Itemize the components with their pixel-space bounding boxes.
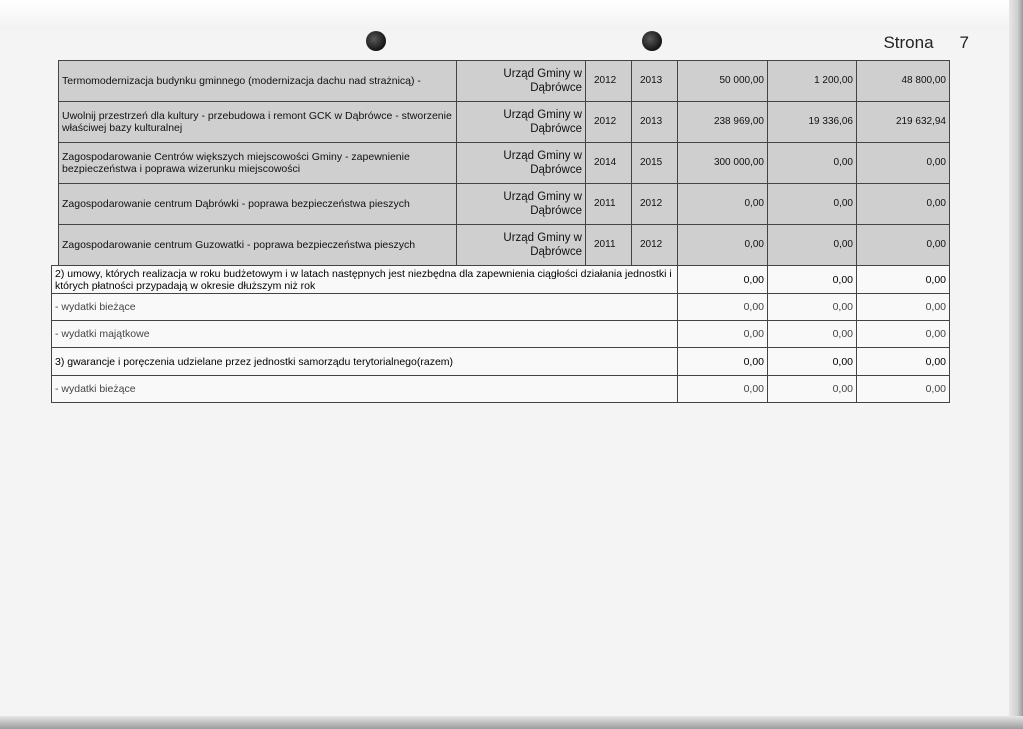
summary-label-cell: - wydatki bieżące	[52, 294, 678, 321]
year-from-cell: 2012	[586, 102, 632, 143]
unit-name-cell: Urząd Gminy w Dąbrówce	[457, 143, 586, 184]
table-row	[59, 225, 950, 266]
year-from-cell: 2011	[586, 184, 632, 225]
summary-value-cell: 0,00	[678, 321, 768, 348]
summary-value-cell: 0,00	[768, 294, 857, 321]
spent-amount-cell: 0,00	[768, 225, 857, 266]
summary-value-cell: 0,00	[857, 348, 950, 376]
page-number	[883, 33, 969, 53]
task-name-cell: Uwolnij przestrzeń dla kultury - przebudowa i remont GCK w Dąbrówce - stworzenie właściwej bazy kulturalnej	[59, 102, 457, 143]
total-cost-cell: 0,00	[678, 225, 768, 266]
remaining-amount-cell: 0,00	[857, 184, 950, 225]
summary-label-cell: - wydatki bieżące	[52, 376, 678, 403]
year-to-cell: 2013	[632, 102, 678, 143]
total-cost-cell: 300 000,00	[678, 143, 768, 184]
remaining-amount-cell: 0,00	[857, 143, 950, 184]
summary-value-cell: 0,00	[768, 376, 857, 403]
summary-value-cell: 0,00	[678, 348, 768, 376]
summary-row	[52, 294, 950, 321]
remaining-amount-cell: 0,00	[857, 225, 950, 266]
punch-hole-right	[642, 31, 662, 51]
spent-amount-cell: 1 200,00	[768, 61, 857, 102]
scan-right-edge	[1009, 0, 1023, 729]
remaining-amount-cell: 48 800,00	[857, 61, 950, 102]
unit-name-cell: Urząd Gminy w Dąbrówce	[457, 184, 586, 225]
table-row	[59, 102, 950, 143]
summary-value-cell: 0,00	[768, 266, 857, 294]
unit-name-cell: Urząd Gminy w Dąbrówce	[457, 102, 586, 143]
task-name-cell: Termomodernizacja budynku gminnego (modernizacja dachu nad strażnicą) -	[59, 61, 457, 102]
year-from-cell: 2012	[586, 61, 632, 102]
year-to-cell: 2015	[632, 143, 678, 184]
summary-table	[51, 265, 950, 403]
table-row	[59, 143, 950, 184]
summary-value-cell: 0,00	[857, 376, 950, 403]
scan-top-edge	[0, 0, 1023, 30]
year-to-cell: 2013	[632, 61, 678, 102]
summary-row	[52, 321, 950, 348]
spent-amount-cell: 0,00	[768, 184, 857, 225]
page-label: Strona	[883, 33, 934, 52]
remaining-amount-cell: 219 632,94	[857, 102, 950, 143]
year-to-cell: 2012	[632, 225, 678, 266]
summary-row	[52, 348, 950, 376]
summary-label-cell: 3) gwarancje i poręczenia udzielane przez jednostki samorządu terytorialnego(razem)	[52, 348, 678, 376]
summary-row	[52, 376, 950, 403]
summary-label-cell: 2) umowy, których realizacja w roku budżetowym i w latach następnych jest niezbędna dla zapewnienia ciągłości działania jednostki i których płatności przypadają w okresie dłuższym niż rok	[52, 266, 678, 294]
summary-value-cell: 0,00	[678, 376, 768, 403]
summary-value-cell: 0,00	[768, 321, 857, 348]
year-from-cell: 2011	[586, 225, 632, 266]
year-to-cell: 2012	[632, 184, 678, 225]
total-cost-cell: 0,00	[678, 184, 768, 225]
total-cost-cell: 238 969,00	[678, 102, 768, 143]
page-number-value: 7	[959, 33, 969, 52]
unit-name-cell: Urząd Gminy w Dąbrówce	[457, 225, 586, 266]
summary-value-cell: 0,00	[768, 348, 857, 376]
year-from-cell: 2014	[586, 143, 632, 184]
table-row	[59, 61, 950, 102]
spent-amount-cell: 19 336,06	[768, 102, 857, 143]
total-cost-cell: 50 000,00	[678, 61, 768, 102]
unit-name-cell: Urząd Gminy w Dąbrówce	[457, 61, 586, 102]
summary-value-cell: 0,00	[678, 294, 768, 321]
task-name-cell: Zagospodarowanie centrum Guzowatki - poprawa bezpieczeństwa pieszych	[59, 225, 457, 266]
punch-hole-left	[366, 31, 386, 51]
scan-bottom-edge	[0, 716, 1023, 729]
task-name-cell: Zagospodarowanie Centrów większych miejscowości Gminy - zapewnienie bezpieczeństwa i poprawa wizerunku miejscowości	[59, 143, 457, 184]
table-row	[59, 184, 950, 225]
summary-label-cell: - wydatki majątkowe	[52, 321, 678, 348]
summary-value-cell: 0,00	[678, 266, 768, 294]
task-name-cell: Zagospodarowanie centrum Dąbrówki - poprawa bezpieczeństwa pieszych	[59, 184, 457, 225]
investment-table	[58, 60, 950, 266]
summary-value-cell: 0,00	[857, 321, 950, 348]
summary-row	[52, 266, 950, 294]
summary-value-cell: 0,00	[857, 294, 950, 321]
spent-amount-cell: 0,00	[768, 143, 857, 184]
summary-value-cell: 0,00	[857, 266, 950, 294]
